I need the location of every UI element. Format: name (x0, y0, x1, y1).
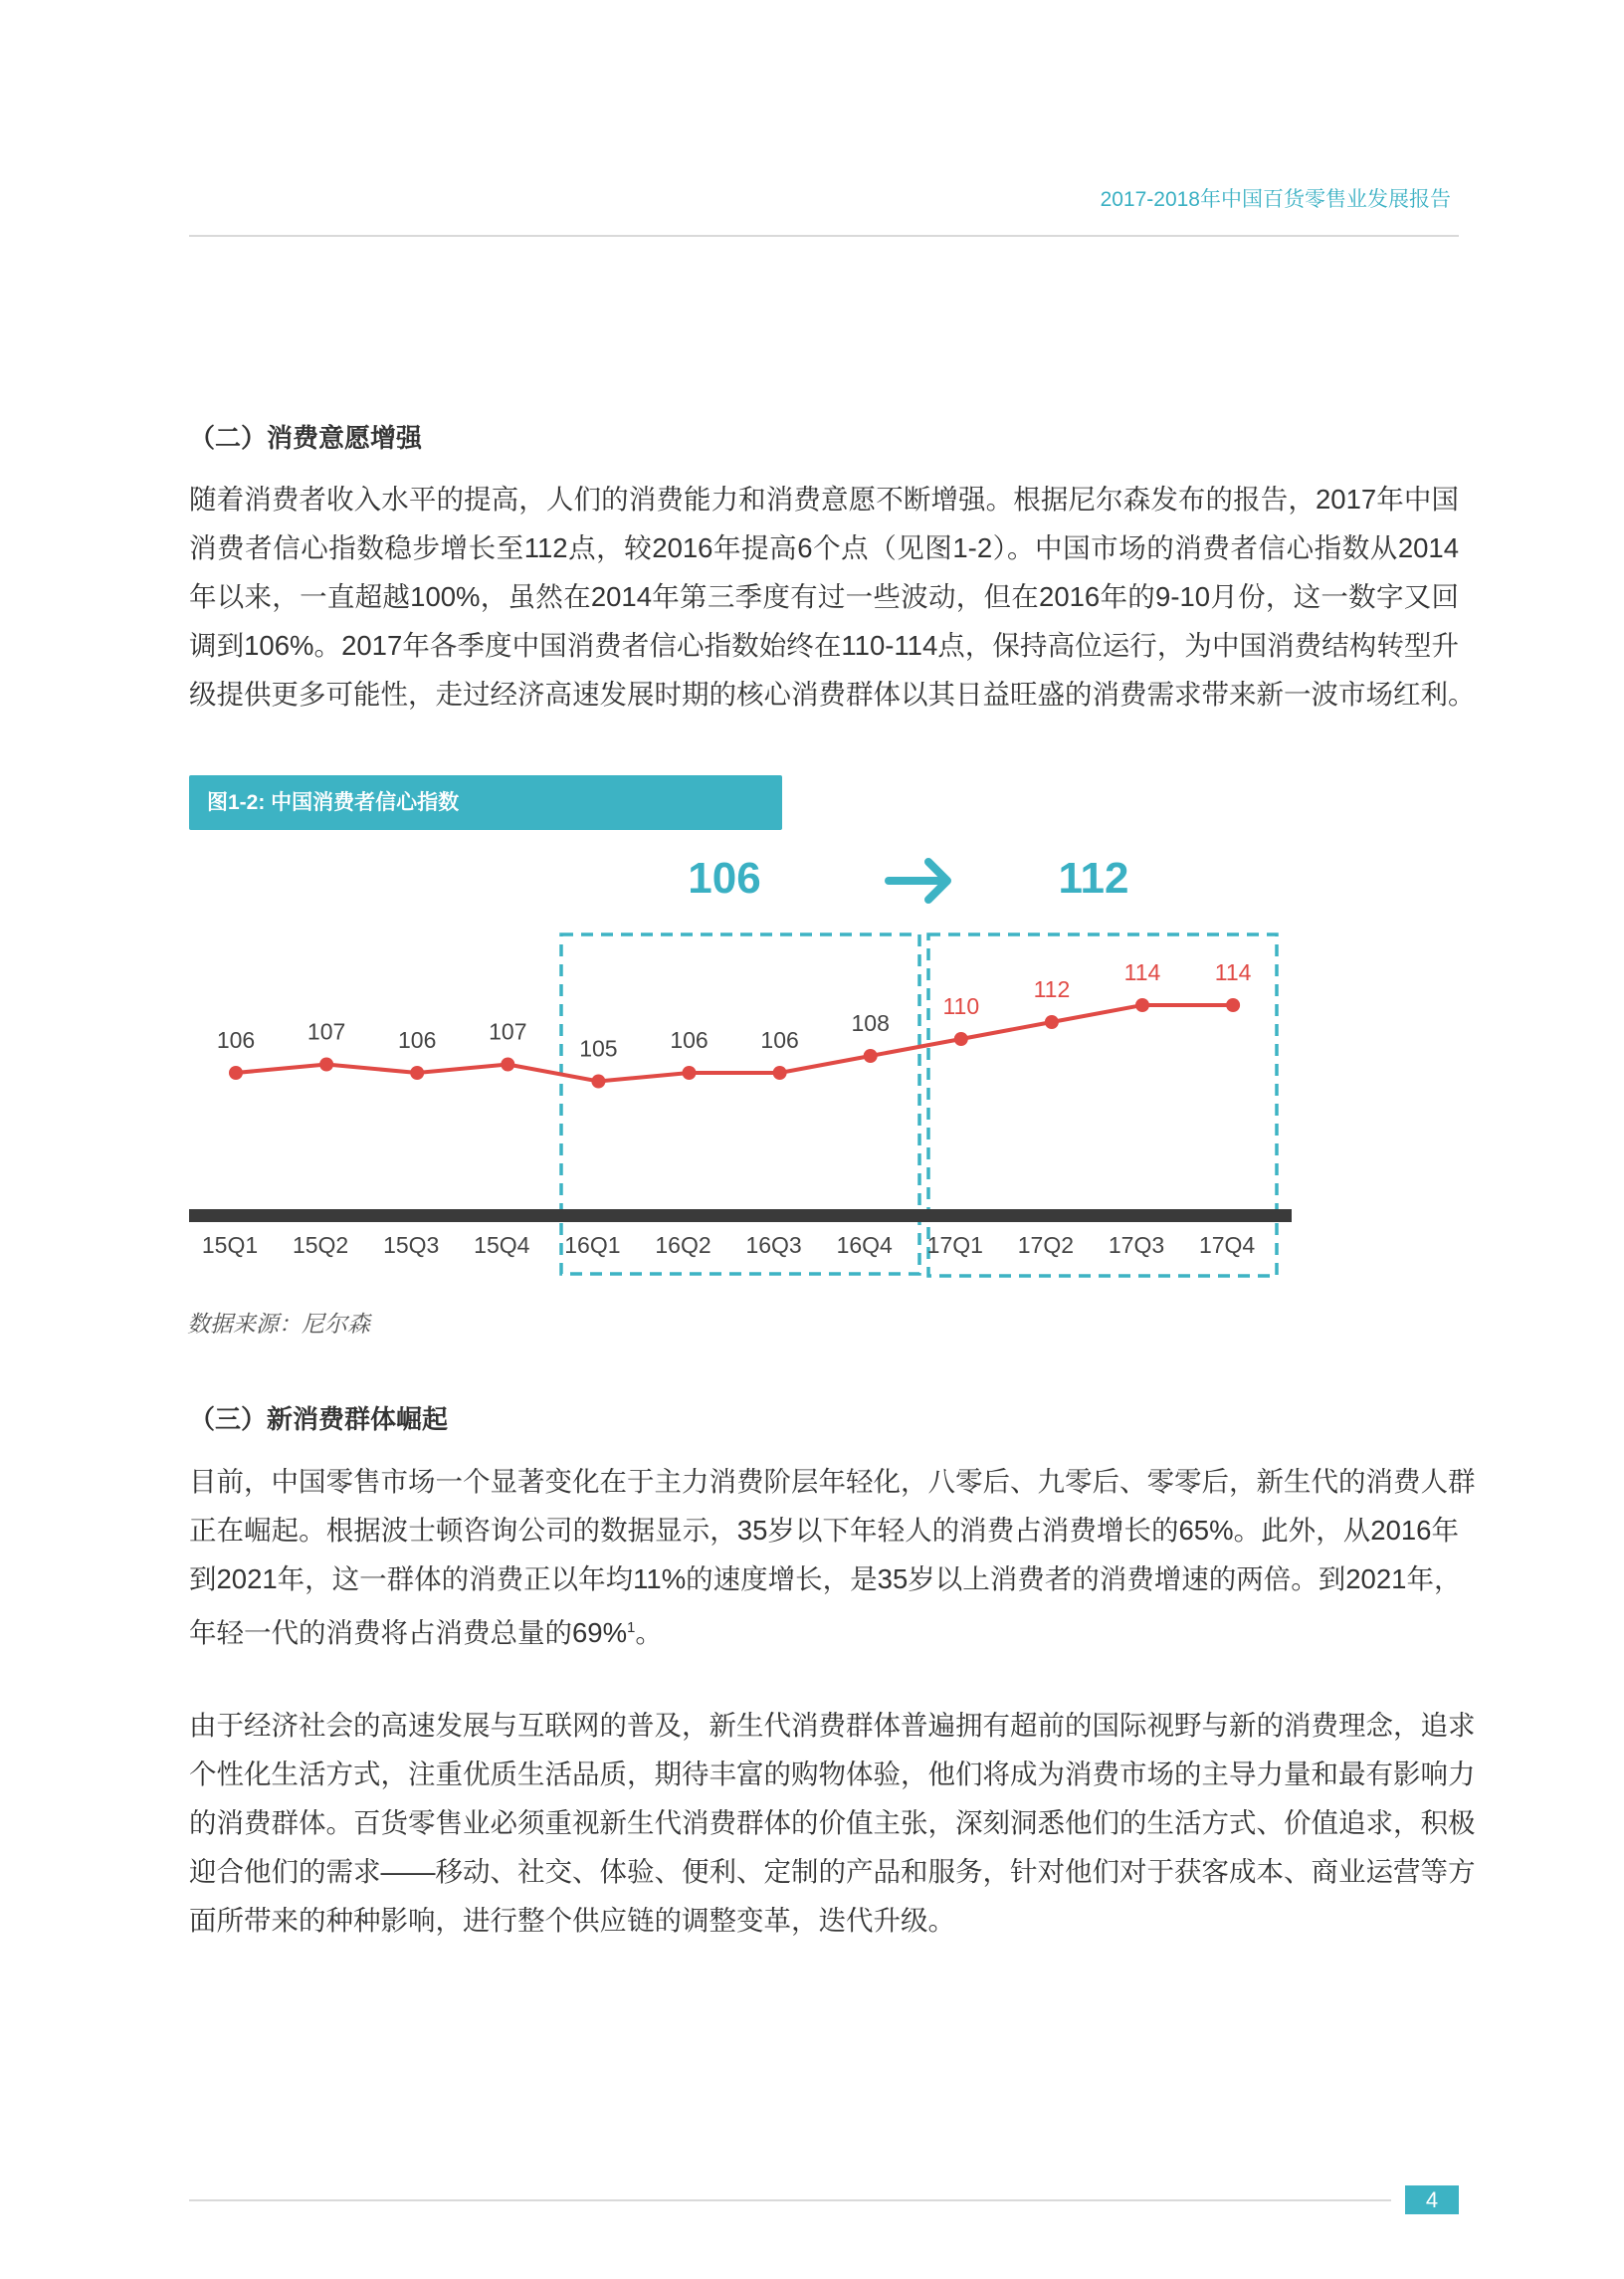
x-tick-label: 17Q4 (1198, 1232, 1256, 1258)
text-line: 目前，中国零售市场一个显著变化在于主力消费阶层年轻化，八零后、九零后、零零后，新生代的消费人群 (189, 1466, 1476, 1497)
section-2-title: （二）消费意愿增强 (189, 423, 423, 453)
data-point (1135, 998, 1149, 1012)
x-tick-label: 16Q4 (836, 1232, 893, 1258)
section-3-title: （三）新消费群体崛起 (189, 1404, 449, 1434)
data-source: 数据来源：尼尔森 (187, 1311, 370, 1337)
text-line: 年以来，一直超越100%，虽然在2014年第三季度有过一些波动，但在2016年的9-10月份，这一数字又回 (189, 581, 1459, 612)
data-point (864, 1049, 878, 1063)
footnote-marker[interactable]: 1 (627, 1619, 636, 1636)
data-label: 110 (942, 993, 980, 1019)
data-point (954, 1032, 968, 1046)
section-3-paragraph-2 (189, 1701, 1476, 1945)
data-point (229, 1066, 243, 1080)
text-line: 到2021年，这一群体的消费正以年均11%的速度增长，是35岁以上消费者的消费增速的两倍。到2021年， (189, 1563, 1462, 1594)
data-label: 106 (216, 1027, 256, 1053)
report-title: 2017-2018年中国百货零售业发展报告 (1100, 188, 1451, 211)
data-point (410, 1066, 424, 1080)
footer-divider (189, 2199, 1391, 2201)
highlight-box-2017 (928, 934, 1277, 1276)
summary-value-2017: 112 (1058, 854, 1129, 903)
data-label: 106 (398, 1027, 437, 1053)
x-tick-label: 15Q2 (292, 1232, 349, 1258)
text-line: 调到106%。2017年各季度中国消费者信心指数始终在110-114点，保持高位运行，为中国消费结构转型升 (189, 630, 1459, 661)
text-line (189, 1603, 1459, 1652)
text-line: 随着消费者收入水平的提高，人们的消费能力和消费意愿不断增强。根据尼尔森发布的报告，2017年中国 (189, 484, 1459, 515)
text-line: 消费者信心指数稳步增长至112点，较2016年提高6个点（见图1-2）。中国市场的消费者信心指数从2014 (189, 532, 1459, 563)
data-label: 112 (1033, 976, 1071, 1002)
text-line: 个性化生活方式，注重优质生活品质，期待丰富的购物体验，他们将成为消费市场的主导力量和最有影响力 (189, 1759, 1476, 1789)
data-point (1226, 998, 1240, 1012)
data-label: 107 (489, 1018, 527, 1045)
data-label: 114 (1214, 959, 1252, 985)
text-line: 迎合他们的需求——移动、社交、体验、便利、定制的产品和服务，针对他们对于获客成本、商业运营等方 (189, 1856, 1476, 1887)
data-point (319, 1058, 333, 1072)
series-line (236, 1005, 1233, 1082)
text-line: 的消费群体。百货零售业必须重视新生代消费群体的价值主张，深刻洞悉他们的生活方式、价值追求，积极 (189, 1807, 1476, 1838)
x-axis-bar (189, 1209, 1292, 1222)
data-label: 106 (670, 1027, 709, 1053)
x-tick-label: 16Q2 (655, 1232, 711, 1258)
data-label: 106 (760, 1027, 799, 1053)
x-tick-label: 15Q4 (474, 1232, 530, 1258)
x-tick-label: 17Q1 (926, 1232, 983, 1258)
data-label: 105 (579, 1035, 618, 1062)
figure-title: 图1-2: 中国消费者信心指数 (207, 791, 460, 814)
x-tick-label: 17Q2 (1017, 1232, 1075, 1258)
page-number: 4 (1405, 2185, 1459, 2214)
data-label: 108 (851, 1010, 890, 1036)
data-point (773, 1066, 787, 1080)
text-line: 面所带来的种种影响，进行整个供应链的调整变革，迭代升级。 (189, 1905, 955, 1936)
x-tick-label: 15Q1 (201, 1232, 259, 1258)
right-arrow-icon (889, 862, 947, 900)
text-fragment: 。 (635, 1617, 663, 1649)
x-tick-label: 15Q3 (383, 1232, 440, 1258)
text-line: 级提供更多可能性，走过经济高速发展时期的核心消费群体以其日益旺盛的消费需求带来新一波市场红利。 (189, 679, 1476, 710)
text-line: 由于经济社会的高速发展与互联网的普及，新生代消费群体普遍拥有超前的国际视野与新的消费理念，追求 (189, 1710, 1476, 1741)
summary-value-2016: 106 (688, 854, 761, 903)
data-label: 114 (1123, 959, 1161, 985)
x-tick-label: 16Q3 (745, 1232, 802, 1258)
highlight-box-2016 (561, 934, 919, 1274)
data-point (1045, 1015, 1059, 1029)
x-tick-label: 17Q3 (1108, 1232, 1165, 1258)
text-line: 正在崛起。根据波士顿咨询公司的数据显示，35岁以下年轻人的消费占消费增长的65%。此外，从2016年 (189, 1515, 1459, 1546)
data-point (683, 1066, 697, 1080)
x-tick-label: 16Q1 (564, 1232, 621, 1258)
data-point (591, 1075, 605, 1089)
data-label: 107 (306, 1018, 346, 1045)
text-fragment: 年轻一代的消费将占消费总量的69% (189, 1617, 628, 1649)
section-3-paragraph-1 (189, 1457, 1476, 1652)
data-point (501, 1058, 514, 1072)
